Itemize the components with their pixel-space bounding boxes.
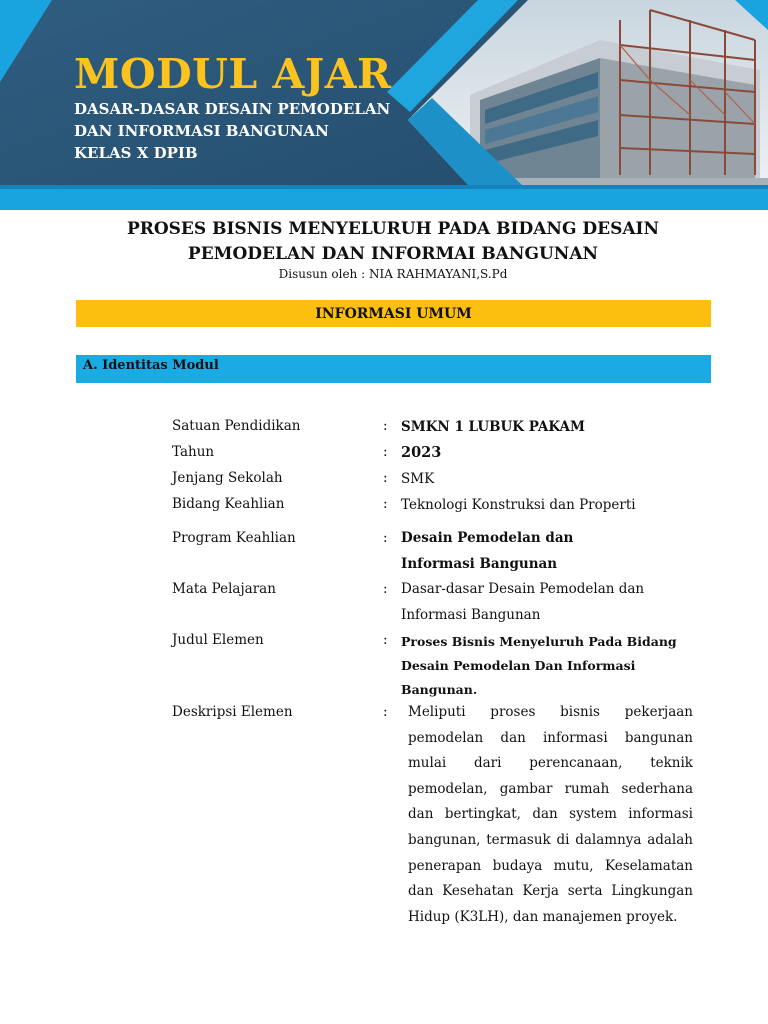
info-value: SMK <box>401 471 435 487</box>
module-identity-bar <box>76 355 711 383</box>
general-info-bar <box>76 300 711 327</box>
info-value-line-1: Proses Bisnis Menyeluruh Pada Bidang <box>401 634 677 649</box>
info-colon: : <box>383 632 388 648</box>
info-value-line-2: Desain Pemodelan Dan Informasi Bangunan. <box>401 658 636 697</box>
info-value-line-1: Dasar-dasar Desain Pemodelan dan <box>401 581 645 597</box>
info-label: Program Keahlian <box>172 530 296 546</box>
info-value <box>401 577 701 628</box>
info-value-line-2: Informasi Bangunan <box>401 555 558 572</box>
info-colon: : <box>383 581 388 597</box>
info-value-line-1: Desain Pemodelan dan <box>401 530 574 546</box>
info-value-description: Meliputi proses bisnis pekerjaan pemodelan dan informasi bangunan mulai dari perencanaan, teknik pemodelan, gambar rumah sederhana dan bertingkat, dan system informasi bangunan, termasuk di dalamnya adalah penerapan budaya mutu, Keselamatan dan Kesehatan Kerja serta Lingkungan Hidup (K3LH), dan manajemen proyek. <box>408 704 693 925</box>
module-identity-heading: A. Identitas Modul <box>83 358 219 373</box>
module-title: MODUL AJAR <box>74 50 392 98</box>
info-colon: : <box>383 470 388 486</box>
document-title-line-1: PROSES BISNIS MENYELURUH PADA BIDANG DESAIN <box>126 219 660 239</box>
info-value <box>401 526 701 577</box>
info-label: Deskripsi Elemen <box>172 704 293 720</box>
module-subtitle-line-1: DASAR-DASAR DESAIN PEMODELAN <box>74 100 391 118</box>
document-title-line-2: PEMODELAN DAN INFORMAI BANGUNAN <box>187 244 599 264</box>
class-label: KELAS X DPIB <box>74 144 198 162</box>
info-colon: : <box>383 530 388 546</box>
info-label: Bidang Keahlian <box>172 496 285 512</box>
author-line: Disusun oleh : NIA RAHMAYANI,S.Pd <box>278 267 508 281</box>
info-label: Mata Pelajaran <box>172 581 276 597</box>
info-label: Tahun <box>172 444 215 460</box>
module-subtitle-line-2: DAN INFORMASI BANGUNAN <box>74 122 329 140</box>
info-value: Teknologi Konstruksi dan Properti <box>401 497 636 513</box>
info-label: Jenjang Sekolah <box>172 470 283 486</box>
info-colon: : <box>383 704 388 720</box>
info-label: Satuan Pendidikan <box>172 418 301 434</box>
header-banner <box>0 0 768 210</box>
info-label: Judul Elemen <box>172 632 264 648</box>
info-value: SMKN 1 LUBUK PAKAM <box>401 419 585 435</box>
info-value-line-2: Informasi Bangunan <box>401 606 541 623</box>
info-colon: : <box>383 418 388 434</box>
info-colon: : <box>383 496 388 512</box>
info-value <box>401 630 711 702</box>
general-info-heading: INFORMASI UMUM <box>315 305 472 322</box>
info-value: 2023 <box>401 444 442 461</box>
info-colon: : <box>383 444 388 460</box>
